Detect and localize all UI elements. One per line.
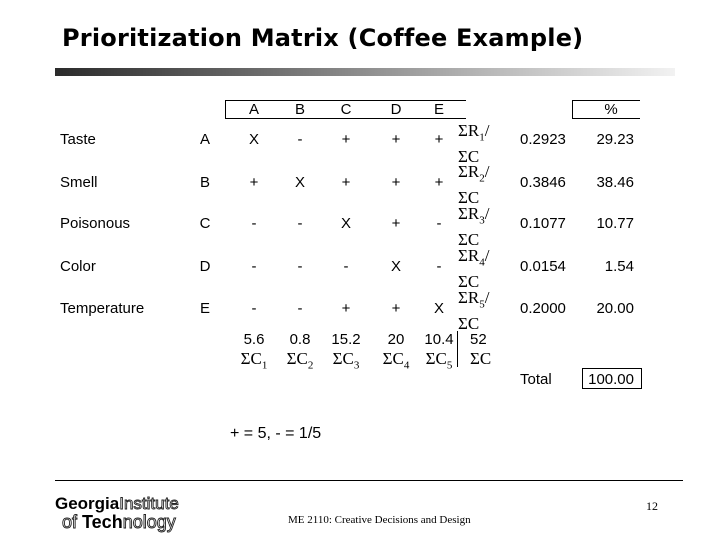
column-sum: 0.8 $\Sigma C_2$ bbox=[286, 331, 314, 372]
row-code: B bbox=[199, 174, 210, 191]
matrix-cell: - bbox=[297, 300, 303, 317]
institution-logo: GeorgiaInstitute bbox=[55, 494, 179, 513]
weight-value: 0.2923 bbox=[520, 131, 566, 148]
percent-value: 20.00 bbox=[596, 300, 634, 317]
matrix-cell: + bbox=[249, 174, 259, 191]
row-label: Smell bbox=[60, 174, 98, 191]
row-sum-ratio: $\Sigma R_4/$ ΣC bbox=[458, 246, 490, 292]
matrix-cell: - bbox=[436, 215, 442, 232]
row-label: Color bbox=[60, 258, 96, 275]
total-box-bottom bbox=[582, 388, 642, 389]
total-box-left bbox=[582, 368, 583, 389]
column-sum: 15.2 $\Sigma C_3$ bbox=[331, 331, 361, 372]
header-top-border bbox=[225, 100, 466, 101]
row-sum-ratio: $\Sigma R_1/$ ΣC bbox=[458, 121, 490, 167]
row-sum-ratio: $\Sigma R_3/$ ΣC bbox=[458, 204, 490, 250]
matrix-cell: X bbox=[390, 258, 401, 275]
matrix-cell: + bbox=[391, 215, 401, 232]
row-code: E bbox=[199, 300, 210, 317]
row-label: Poisonous bbox=[60, 215, 131, 232]
percent-value: 38.46 bbox=[596, 174, 634, 191]
row-sum-ratio: $\Sigma R_5/$ ΣC bbox=[458, 288, 490, 334]
matrix-cell: X bbox=[340, 215, 351, 232]
column-header: A bbox=[248, 101, 259, 118]
header-left-border bbox=[225, 100, 226, 119]
matrix-cell: - bbox=[251, 215, 257, 232]
header-bottom-border bbox=[225, 118, 466, 119]
matrix-cell: X bbox=[248, 131, 259, 148]
grand-sum: 52 ΣC bbox=[470, 331, 492, 368]
total-value: 100.00 bbox=[588, 371, 634, 388]
matrix-cell: X bbox=[294, 174, 305, 191]
percent-header-left-border bbox=[572, 100, 573, 119]
weight-value: 0.3846 bbox=[520, 174, 566, 191]
matrix-cell: - bbox=[251, 258, 257, 275]
percent-value: 1.54 bbox=[604, 258, 634, 275]
weight-value: 0.0154 bbox=[520, 258, 566, 275]
total-box-right bbox=[641, 368, 642, 389]
matrix-cell: + bbox=[434, 131, 444, 148]
matrix-cell: X bbox=[433, 300, 444, 317]
matrix-cell: + bbox=[341, 174, 351, 191]
row-label: Taste bbox=[60, 131, 96, 148]
matrix-cell: - bbox=[251, 300, 257, 317]
percent-header: % bbox=[604, 101, 618, 118]
column-header: D bbox=[390, 101, 402, 118]
matrix-cell: + bbox=[341, 131, 351, 148]
column-header: C bbox=[340, 101, 352, 118]
matrix-cell: + bbox=[391, 174, 401, 191]
matrix-cell: + bbox=[341, 300, 351, 317]
institution-logo-line2: of Technology bbox=[62, 512, 176, 532]
matrix-cell: - bbox=[436, 258, 442, 275]
legend-note: + = 5, - = 1/5 bbox=[230, 425, 322, 442]
percent-value: 29.23 bbox=[596, 131, 634, 148]
column-sum: 10.4 $\Sigma C_5$ bbox=[424, 331, 454, 372]
weight-value: 0.1077 bbox=[520, 215, 566, 232]
matrix-cell: - bbox=[343, 258, 349, 275]
matrix-cell: + bbox=[391, 131, 401, 148]
matrix-cell: - bbox=[297, 131, 303, 148]
footer-course-title: ME 2110: Creative Decisions and Design bbox=[288, 514, 471, 526]
row-code: A bbox=[199, 131, 210, 148]
total-label: Total bbox=[520, 371, 552, 388]
title-underline-bar bbox=[55, 68, 675, 76]
row-label: Temperature bbox=[60, 300, 145, 317]
matrix-cell: - bbox=[297, 215, 303, 232]
matrix-cell: + bbox=[391, 300, 401, 317]
footer-rule bbox=[55, 480, 683, 481]
matrix-cell: - bbox=[297, 258, 303, 275]
column-sum: 20 $\Sigma C_4$ bbox=[382, 331, 410, 372]
column-sum: 5.6 $\Sigma C_1$ bbox=[240, 331, 268, 372]
row-code: D bbox=[199, 258, 211, 275]
percent-value: 10.77 bbox=[596, 215, 634, 232]
sum-column-divider bbox=[457, 331, 458, 367]
matrix-cell: + bbox=[434, 174, 444, 191]
column-header: E bbox=[433, 101, 444, 118]
weight-value: 0.2000 bbox=[520, 300, 566, 317]
column-header: B bbox=[294, 101, 305, 118]
page-title: Prioritization Matrix (Coffee Example) bbox=[62, 24, 584, 52]
row-code: C bbox=[199, 215, 211, 232]
page-number: 12 bbox=[646, 499, 658, 513]
row-sum-ratio: $\Sigma R_2/$ ΣC bbox=[458, 162, 490, 208]
total-box-top bbox=[582, 368, 642, 369]
percent-header-top-border bbox=[572, 100, 640, 101]
percent-header-bottom-border bbox=[572, 118, 640, 119]
